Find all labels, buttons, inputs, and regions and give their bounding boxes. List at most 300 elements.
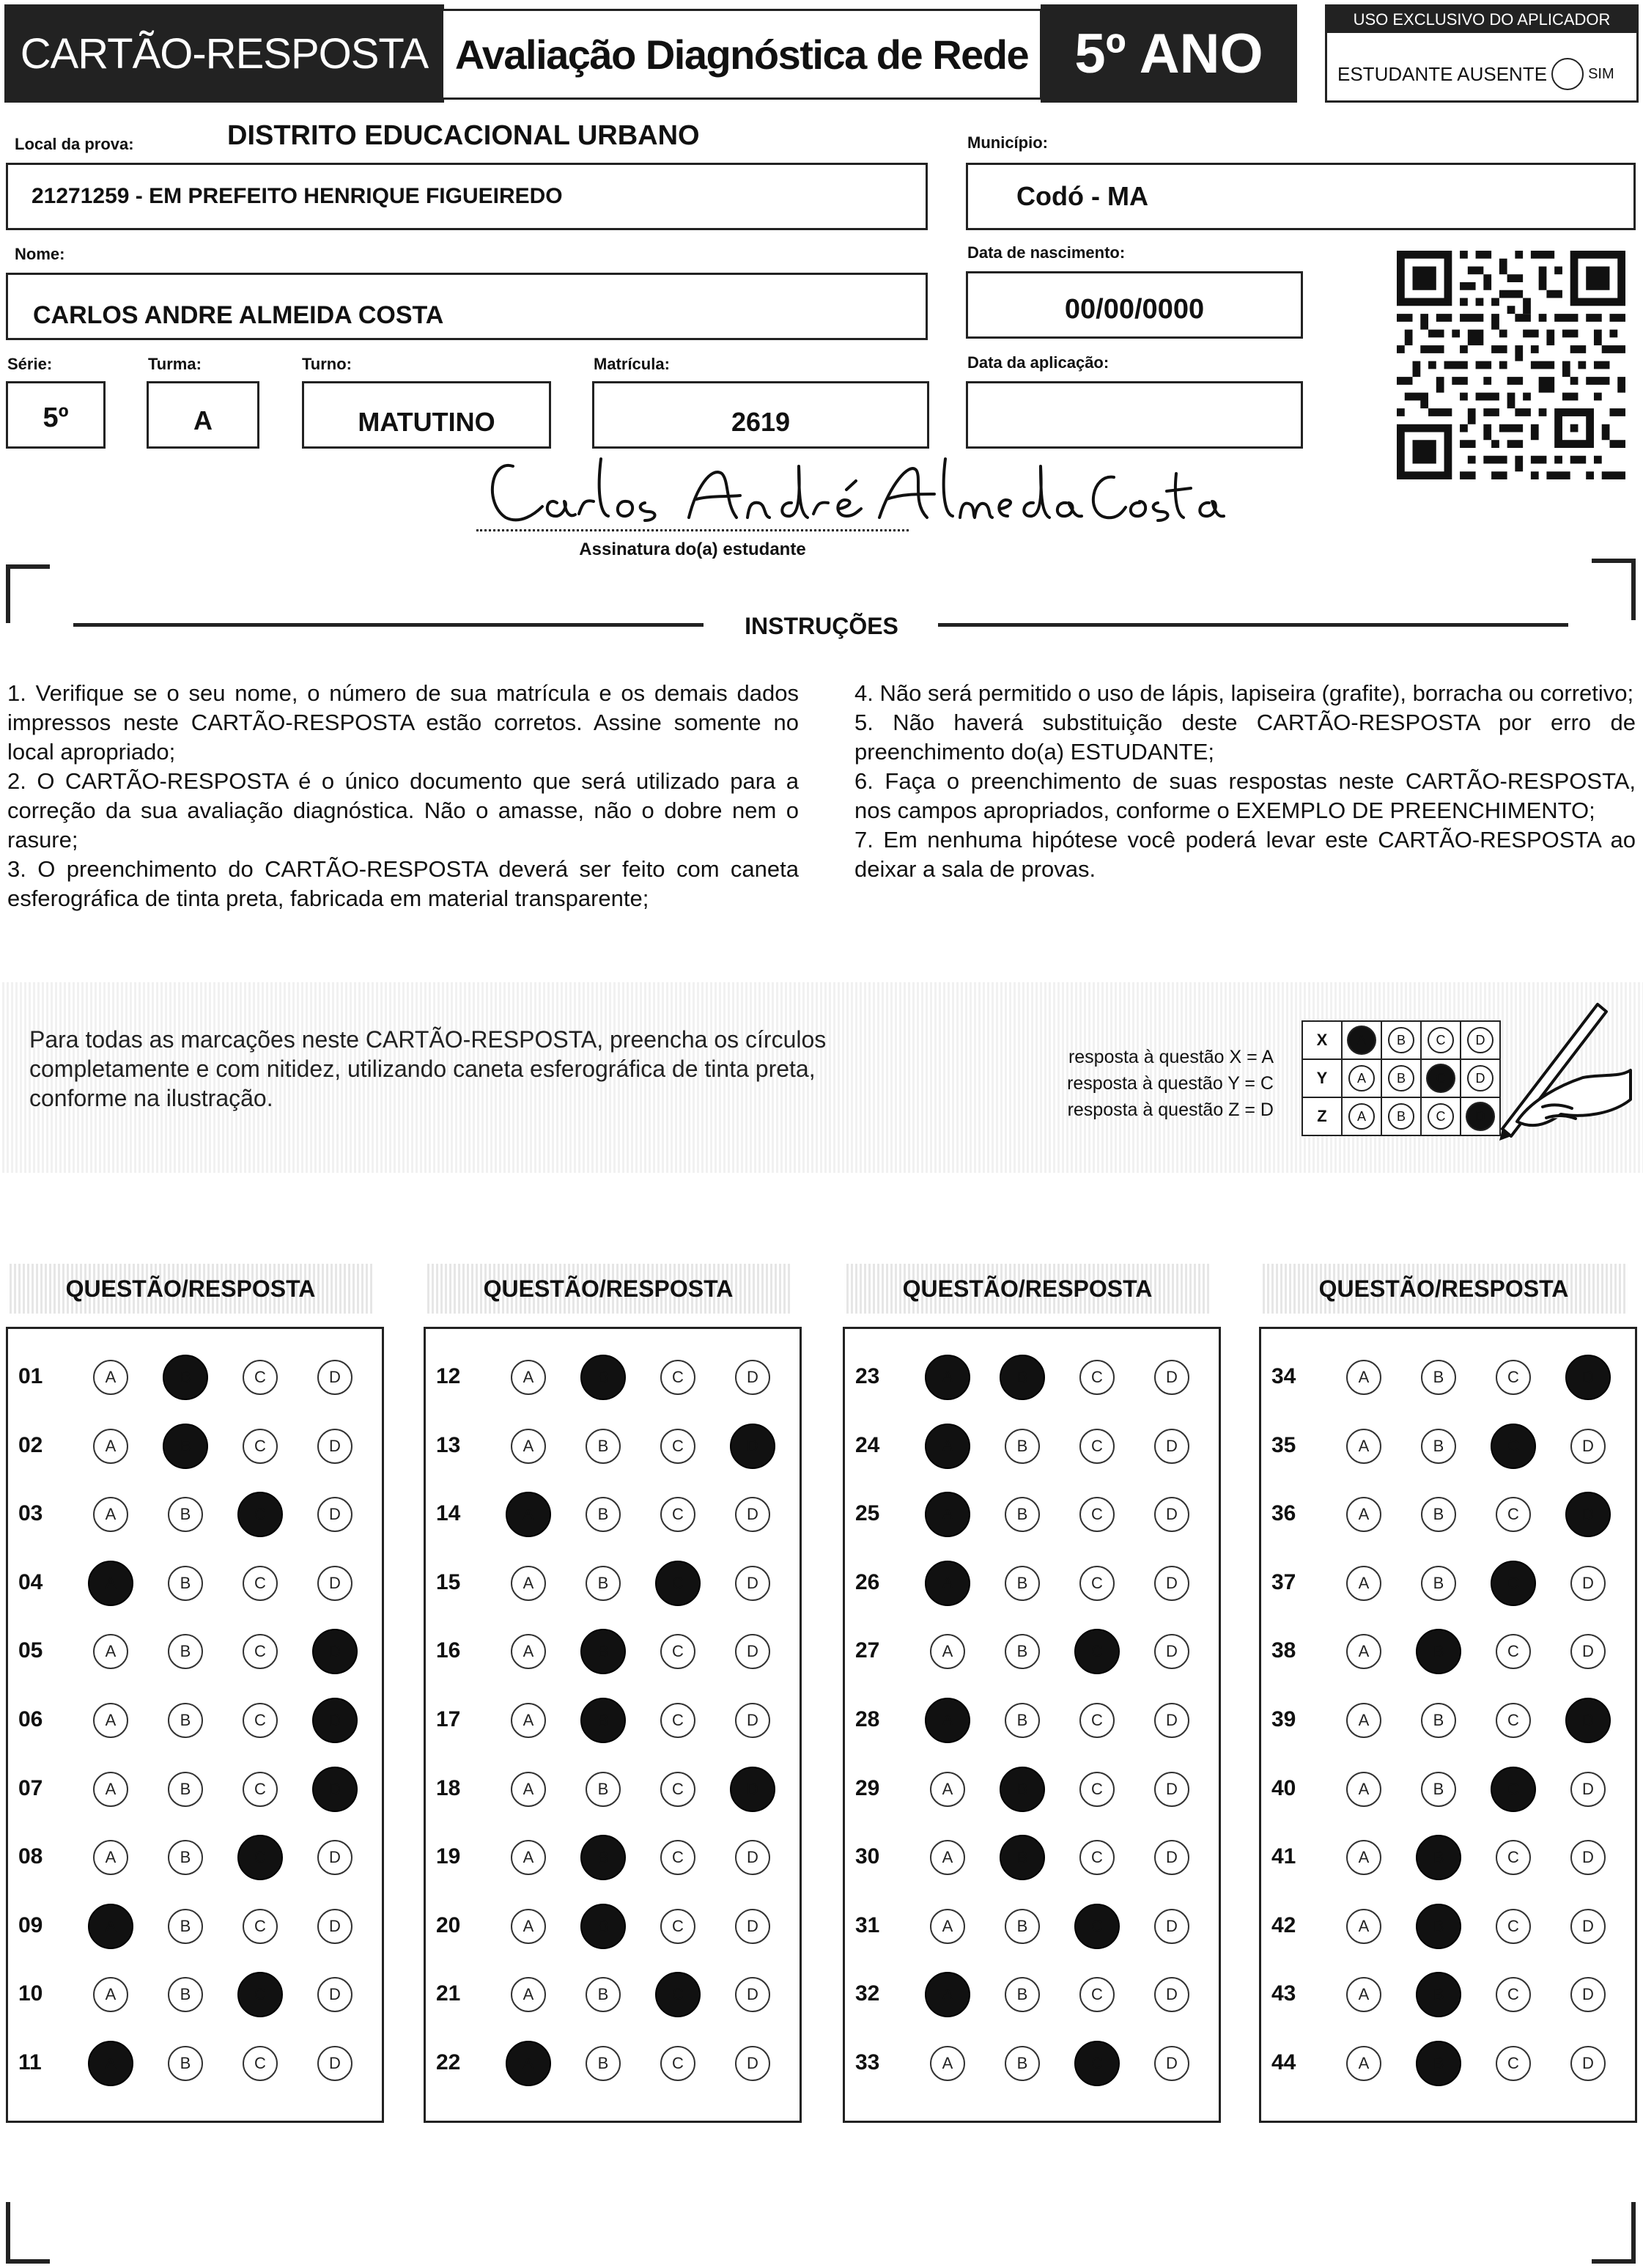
- option-bubble-c[interactable]: C: [1074, 2041, 1120, 2086]
- example-bubble: B: [1388, 1027, 1414, 1053]
- option-bubble-b[interactable]: B: [168, 1497, 203, 1532]
- example-option-cell: [1421, 1021, 1461, 1059]
- option-bubble-a[interactable]: A: [88, 2041, 133, 2086]
- answer-row: [845, 1698, 1219, 1742]
- option-bubble-d[interactable]: D: [735, 2046, 770, 2081]
- option-bubble-c[interactable]: C: [243, 2046, 278, 2081]
- option-bubble-a[interactable]: A: [93, 1840, 128, 1875]
- option-bubble-a[interactable]: A: [930, 1909, 965, 1944]
- option-bubble-d[interactable]: D: [317, 1497, 352, 1532]
- question-number: 15: [436, 1569, 461, 1594]
- matricula-label: Matrícula:: [594, 355, 670, 373]
- option-bubble-c[interactable]: C: [660, 1909, 695, 1944]
- option-bubble-b[interactable]: B: [1416, 1972, 1461, 2017]
- option-bubble-a[interactable]: A: [1346, 1634, 1381, 1669]
- answer-column: [843, 1327, 1221, 2123]
- option-bubble-c[interactable]: C: [655, 1561, 701, 1606]
- option-bubble-c[interactable]: C: [1074, 1904, 1120, 1949]
- answer-column: [6, 1327, 384, 2123]
- option-bubble-b[interactable]: B: [1416, 2041, 1461, 2086]
- answer-row: [426, 1836, 800, 1879]
- option-bubble-a[interactable]: A: [88, 1904, 133, 1949]
- option-bubble-d[interactable]: D: [735, 1977, 770, 2012]
- question-number: 07: [18, 1775, 43, 1800]
- option-bubble-b[interactable]: B: [1421, 1566, 1456, 1601]
- option-bubble-c[interactable]: C: [1079, 1977, 1115, 2012]
- option-bubble-d[interactable]: D: [1154, 1772, 1189, 1807]
- option-bubble-b[interactable]: B: [1005, 1977, 1040, 2012]
- nascimento-label: Data de nascimento:: [967, 243, 1126, 262]
- option-bubble-c[interactable]: C: [1496, 1909, 1531, 1944]
- option-bubble-a[interactable]: A: [1346, 1772, 1381, 1807]
- option-bubble-c[interactable]: C: [243, 1772, 278, 1807]
- option-bubble-c[interactable]: C: [660, 1840, 695, 1875]
- option-bubble-b[interactable]: B: [1005, 1429, 1040, 1464]
- option-bubble-b[interactable]: B: [1005, 1634, 1040, 1669]
- option-bubble-c[interactable]: C: [660, 1634, 695, 1669]
- answer-row: [8, 1492, 382, 1536]
- option-bubble-d[interactable]: D: [317, 1977, 352, 2012]
- example-bubble: A: [1348, 1065, 1375, 1091]
- option-bubble-c[interactable]: C: [660, 2046, 695, 2081]
- option-bubble-c[interactable]: C: [1491, 1424, 1536, 1469]
- option-bubble-d[interactable]: D: [735, 1634, 770, 1669]
- option-bubble-a[interactable]: A: [511, 1977, 546, 2012]
- nome-value: CARLOS ANDRE ALMEIDA COSTA: [33, 301, 444, 329]
- sim-label: SIM: [1588, 65, 1614, 82]
- option-bubble-c[interactable]: C: [243, 1429, 278, 1464]
- card-title: CARTÃO-RESPOSTA: [4, 4, 444, 103]
- option-bubble-a[interactable]: A: [1346, 1703, 1381, 1738]
- option-bubble-d[interactable]: D: [1154, 1497, 1189, 1532]
- option-bubble-d[interactable]: D: [312, 1698, 358, 1743]
- qr-code-image: [1397, 251, 1625, 479]
- option-bubble-a[interactable]: A: [1346, 1977, 1381, 2012]
- option-bubble-b[interactable]: B: [168, 2046, 203, 2081]
- example-row: [1302, 1097, 1500, 1135]
- option-bubble-b[interactable]: B: [1005, 1566, 1040, 1601]
- option-bubble-c[interactable]: C: [660, 1772, 695, 1807]
- nascimento-field: [966, 271, 1303, 339]
- example-option-cell: [1342, 1097, 1381, 1135]
- option-bubble-b[interactable]: B: [168, 1977, 203, 2012]
- answer-row: [845, 1355, 1219, 1399]
- option-bubble-b[interactable]: B: [580, 1904, 626, 1949]
- instruction-item: 4. Não será permitido o uso de lápis, lapiseira (grafite), borracha ou corretivo;: [854, 680, 1634, 706]
- option-bubble-a[interactable]: A: [925, 1492, 970, 1537]
- option-bubble-d[interactable]: D: [1570, 1566, 1606, 1601]
- option-bubble-d[interactable]: D: [317, 1566, 352, 1601]
- option-bubble-a[interactable]: A: [925, 1561, 970, 1606]
- option-bubble-b[interactable]: B: [1005, 1909, 1040, 1944]
- nascimento-value: 00/00/0000: [1064, 294, 1205, 325]
- option-bubble-c[interactable]: C: [1079, 1772, 1115, 1807]
- example-bubble: D: [1466, 1102, 1495, 1131]
- column-title: QUESTÃO/RESPOSTA: [7, 1264, 374, 1314]
- turma-label: Turma:: [148, 355, 202, 373]
- option-bubble-c[interactable]: C: [1496, 1840, 1531, 1875]
- answer-row: [1261, 1424, 1635, 1468]
- option-bubble-d[interactable]: D: [730, 1424, 775, 1469]
- instruction-item: 5. Não haverá substituição deste CARTÃO-RESPOSTA por erro de preenchimento do(a) ESTUDANTE;: [854, 710, 1636, 765]
- option-bubble-b[interactable]: B: [1005, 1703, 1040, 1738]
- option-bubble-a[interactable]: A: [925, 1972, 970, 2017]
- option-bubble-b[interactable]: B: [586, 1566, 621, 1601]
- example-bubble: B: [1388, 1103, 1414, 1130]
- option-bubble-d[interactable]: D: [1154, 1429, 1189, 1464]
- option-bubble-b[interactable]: B: [1421, 1703, 1456, 1738]
- option-bubble-a[interactable]: A: [93, 1360, 128, 1395]
- option-bubble-d[interactable]: D: [1154, 1566, 1189, 1601]
- question-number: 04: [18, 1569, 43, 1594]
- turno-field: [302, 381, 551, 449]
- option-bubble-c[interactable]: C: [1496, 1634, 1531, 1669]
- instructions-left: [7, 679, 799, 913]
- option-bubble-c[interactable]: C: [1496, 1977, 1531, 2012]
- question-number: 11: [18, 2050, 42, 2074]
- option-bubble-b[interactable]: B: [586, 1497, 621, 1532]
- serie-label: Série:: [7, 355, 53, 373]
- question-number: 09: [18, 1912, 43, 1937]
- question-number: 13: [436, 1432, 461, 1457]
- option-bubble-d[interactable]: D: [1154, 1977, 1189, 2012]
- option-bubble-b[interactable]: B: [1416, 1629, 1461, 1674]
- option-bubble-b[interactable]: B: [163, 1355, 208, 1400]
- answer-row: [1261, 1767, 1635, 1811]
- option-bubble-a[interactable]: A: [930, 1772, 965, 1807]
- corner-mark: [6, 2202, 50, 2264]
- option-bubble-c[interactable]: C: [243, 1360, 278, 1395]
- example-option-cell: [1421, 1059, 1461, 1097]
- option-bubble-d[interactable]: D: [1570, 2046, 1606, 2081]
- aplicacao-field: [966, 381, 1303, 449]
- option-bubble-d[interactable]: D: [735, 1360, 770, 1395]
- example-question-label: Y: [1302, 1059, 1342, 1097]
- local-label: Local da prova:: [15, 135, 134, 153]
- option-bubble-b[interactable]: B: [1421, 1360, 1456, 1395]
- aplicador-box: [1325, 4, 1639, 103]
- option-bubble-a[interactable]: A: [511, 1772, 546, 1807]
- option-bubble-a[interactable]: A: [511, 1634, 546, 1669]
- question-number: 30: [855, 1844, 880, 1869]
- answer-row: [845, 1767, 1219, 1811]
- option-bubble-b[interactable]: B: [586, 2046, 621, 2081]
- example-row: [1302, 1059, 1500, 1097]
- option-bubble-a[interactable]: A: [511, 1703, 546, 1738]
- option-bubble-a[interactable]: A: [1346, 1429, 1381, 1464]
- answer-row: [1261, 1904, 1635, 1948]
- option-bubble-d[interactable]: D: [317, 1429, 352, 1464]
- option-bubble-d[interactable]: D: [1570, 1840, 1606, 1875]
- option-bubble-b[interactable]: B: [1000, 1767, 1045, 1812]
- question-number: 23: [855, 1364, 880, 1388]
- option-bubble-a[interactable]: A: [506, 2041, 551, 2086]
- answer-row: [426, 1492, 800, 1536]
- answer-row: [845, 1836, 1219, 1879]
- answer-row: [426, 1561, 800, 1605]
- serie-value: 5º: [43, 402, 69, 433]
- answer-row: [845, 1973, 1219, 2017]
- answer-row: [426, 1973, 800, 2017]
- answer-row: [426, 2041, 800, 2085]
- answer-row: [845, 2041, 1219, 2085]
- question-number: 22: [436, 2050, 461, 2074]
- answer-row: [1261, 1561, 1635, 1605]
- option-bubble-a[interactable]: A: [925, 1424, 970, 1469]
- question-number: 25: [855, 1501, 880, 1526]
- option-bubble-d[interactable]: D: [317, 1840, 352, 1875]
- option-bubble-a[interactable]: A: [88, 1561, 133, 1606]
- option-bubble-d[interactable]: D: [317, 2046, 352, 2081]
- legend-line: resposta à questão Y = C: [1067, 1073, 1274, 1094]
- signature-line: [476, 529, 909, 531]
- example-question-label: X: [1302, 1021, 1342, 1059]
- instruction-item: 1. Verifique se o seu nome, o número de sua matrícula e os demais dados impressos neste CARTÃO-RESPOSTA estão corretos. Assine somente no local apropriado;: [7, 680, 799, 765]
- option-bubble-c[interactable]: C: [655, 1972, 701, 2017]
- question-number: 35: [1271, 1432, 1296, 1457]
- option-bubble-a[interactable]: A: [93, 1429, 128, 1464]
- option-bubble-a[interactable]: A: [1346, 1840, 1381, 1875]
- student-signature: [469, 444, 1246, 540]
- signature-caption: Assinatura do(a) estudante: [579, 540, 806, 559]
- answer-row: [1261, 1973, 1635, 2017]
- option-bubble-c[interactable]: C: [1079, 1703, 1115, 1738]
- answer-row: [426, 1424, 800, 1468]
- example-grid: [1302, 1020, 1501, 1136]
- answer-row: [1261, 1630, 1635, 1674]
- example-bubble: D: [1467, 1027, 1494, 1053]
- answer-row: [8, 1630, 382, 1674]
- option-bubble-a[interactable]: A: [1346, 2046, 1381, 2081]
- example-option-cell: [1342, 1021, 1381, 1059]
- option-bubble-c[interactable]: C: [660, 1360, 695, 1395]
- option-bubble-b[interactable]: B: [1000, 1355, 1045, 1400]
- option-bubble-c[interactable]: C: [1496, 1360, 1531, 1395]
- option-bubble-c[interactable]: C: [237, 1972, 283, 2017]
- option-bubble-b[interactable]: B: [580, 1835, 626, 1880]
- option-bubble-d[interactable]: D: [735, 1497, 770, 1532]
- option-bubble-a[interactable]: A: [930, 1634, 965, 1669]
- pen-hand-illustration: [1473, 997, 1634, 1158]
- question-number: 10: [18, 1981, 43, 2006]
- question-number: 28: [855, 1707, 880, 1731]
- option-bubble-b[interactable]: B: [1421, 1497, 1456, 1532]
- option-bubble-d[interactable]: D: [730, 1767, 775, 1812]
- option-bubble-c[interactable]: C: [1496, 2046, 1531, 2081]
- option-bubble-c[interactable]: C: [660, 1703, 695, 1738]
- option-bubble-b[interactable]: B: [1416, 1835, 1461, 1880]
- instruction-item: 7. Em nenhuma hipótese você poderá levar este CARTÃO-RESPOSTA ao deixar a sala de provas.: [854, 827, 1636, 882]
- option-bubble-a[interactable]: A: [930, 1840, 965, 1875]
- option-bubble-a[interactable]: A: [506, 1492, 551, 1537]
- exam-subtitle: Avaliação Diagnóstica de Rede: [441, 9, 1042, 100]
- column-title: QUESTÃO/RESPOSTA: [425, 1264, 791, 1314]
- option-bubble-b[interactable]: B: [580, 1355, 626, 1400]
- option-bubble-c[interactable]: C: [243, 1634, 278, 1669]
- option-bubble-b[interactable]: B: [1005, 1497, 1040, 1532]
- option-bubble-b[interactable]: B: [1421, 1772, 1456, 1807]
- option-bubble-b[interactable]: B: [1000, 1835, 1045, 1880]
- option-bubble-d[interactable]: D: [1154, 1840, 1189, 1875]
- municipio-field: [966, 163, 1636, 230]
- option-bubble-b[interactable]: B: [580, 1698, 626, 1743]
- option-bubble-b[interactable]: B: [1005, 2046, 1040, 2081]
- option-bubble-d[interactable]: D: [735, 1909, 770, 1944]
- option-bubble-d[interactable]: D: [1154, 1360, 1189, 1395]
- example-option-cell: [1381, 1021, 1421, 1059]
- grade-banner: 5º ANO: [1041, 4, 1297, 103]
- option-bubble-b[interactable]: B: [1421, 1429, 1456, 1464]
- option-bubble-d[interactable]: D: [1570, 1977, 1606, 2012]
- question-number: 20: [436, 1912, 461, 1937]
- option-bubble-a[interactable]: A: [511, 1566, 546, 1601]
- option-bubble-a[interactable]: A: [511, 1840, 546, 1875]
- matricula-value: 2619: [731, 407, 791, 437]
- question-number: 40: [1271, 1775, 1296, 1800]
- local-value: DISTRITO EDUCACIONAL URBANO: [227, 120, 700, 151]
- answer-column: [1259, 1327, 1637, 2123]
- answer-row: [426, 1355, 800, 1399]
- option-bubble-b[interactable]: B: [586, 1429, 621, 1464]
- option-bubble-d[interactable]: D: [317, 1909, 352, 1944]
- option-bubble-a[interactable]: A: [93, 1977, 128, 2012]
- escola-value: 21271259 - EM PREFEITO HENRIQUE FIGUEIREDO: [32, 184, 563, 208]
- answer-row: [1261, 2041, 1635, 2085]
- example-bubble: D: [1467, 1065, 1494, 1091]
- legend-line: resposta à questão X = A: [1068, 1047, 1274, 1067]
- option-bubble-d[interactable]: D: [735, 1840, 770, 1875]
- option-bubble-c[interactable]: C: [237, 1835, 283, 1880]
- question-number: 33: [855, 2050, 880, 2074]
- option-bubble-a[interactable]: A: [1346, 1360, 1381, 1395]
- option-bubble-d[interactable]: D: [1154, 1909, 1189, 1944]
- question-number: 16: [436, 1638, 461, 1663]
- option-bubble-a[interactable]: A: [925, 1698, 970, 1743]
- option-bubble-c[interactable]: C: [1496, 1497, 1531, 1532]
- option-bubble-d[interactable]: D: [1565, 1698, 1611, 1743]
- question-number: 03: [18, 1501, 43, 1526]
- option-bubble-d[interactable]: D: [1154, 1634, 1189, 1669]
- absent-label: ESTUDANTE AUSENTE: [1337, 62, 1548, 85]
- option-bubble-c[interactable]: C: [1074, 1629, 1120, 1674]
- option-bubble-d[interactable]: D: [1154, 1703, 1189, 1738]
- option-bubble-c[interactable]: C: [243, 1909, 278, 1944]
- option-bubble-b[interactable]: B: [586, 1772, 621, 1807]
- answer-row: [1261, 1698, 1635, 1742]
- answer-row: [8, 1698, 382, 1742]
- option-bubble-b[interactable]: B: [586, 1977, 621, 2012]
- option-bubble-a[interactable]: A: [93, 1703, 128, 1738]
- question-number: 19: [436, 1844, 461, 1869]
- option-bubble-d[interactable]: D: [735, 1703, 770, 1738]
- answer-row: [8, 2041, 382, 2085]
- option-bubble-a[interactable]: A: [93, 1497, 128, 1532]
- option-bubble-a[interactable]: A: [93, 1634, 128, 1669]
- option-bubble-c[interactable]: C: [1079, 1566, 1115, 1601]
- option-bubble-d[interactable]: D: [1154, 2046, 1189, 2081]
- answer-row: [426, 1698, 800, 1742]
- question-number: 34: [1271, 1364, 1296, 1388]
- answer-row: [845, 1561, 1219, 1605]
- option-bubble-d[interactable]: D: [1565, 1492, 1611, 1537]
- option-bubble-d[interactable]: D: [1570, 1772, 1606, 1807]
- option-bubble-b[interactable]: B: [168, 1772, 203, 1807]
- answer-row: [8, 1973, 382, 2017]
- question-number: 14: [436, 1501, 461, 1526]
- option-bubble-c[interactable]: C: [660, 1497, 695, 1532]
- option-bubble-b[interactable]: B: [580, 1629, 626, 1674]
- option-bubble-c[interactable]: C: [1079, 1497, 1115, 1532]
- option-bubble-c[interactable]: C: [237, 1492, 283, 1537]
- option-bubble-b[interactable]: B: [168, 1909, 203, 1944]
- option-bubble-b[interactable]: B: [163, 1424, 208, 1469]
- example-bubble: C: [1426, 1064, 1455, 1093]
- option-bubble-c[interactable]: C: [1491, 1561, 1536, 1606]
- option-bubble-a[interactable]: A: [930, 2046, 965, 2081]
- option-bubble-b[interactable]: B: [168, 1840, 203, 1875]
- answer-row: [1261, 1355, 1635, 1399]
- option-bubble-c[interactable]: C: [660, 1429, 695, 1464]
- option-bubble-a[interactable]: A: [511, 1909, 546, 1944]
- option-bubble-b[interactable]: B: [168, 1566, 203, 1601]
- option-bubble-c[interactable]: C: [1079, 1840, 1115, 1875]
- answer-column: [424, 1327, 802, 2123]
- option-bubble-b[interactable]: B: [168, 1634, 203, 1669]
- absent-bubble[interactable]: [1551, 58, 1584, 90]
- option-bubble-d[interactable]: D: [1570, 1429, 1606, 1464]
- option-bubble-a[interactable]: A: [93, 1772, 128, 1807]
- option-bubble-a[interactable]: A: [511, 1429, 546, 1464]
- question-number: 18: [436, 1775, 461, 1800]
- option-bubble-a[interactable]: A: [925, 1355, 970, 1400]
- option-bubble-c[interactable]: C: [1079, 1360, 1115, 1395]
- option-bubble-c[interactable]: C: [243, 1566, 278, 1601]
- question-number: 06: [18, 1707, 43, 1731]
- instructions-title: INSTRUÇÕES: [745, 613, 898, 639]
- turma-value: A: [193, 405, 213, 435]
- option-bubble-d[interactable]: D: [317, 1360, 352, 1395]
- option-bubble-b[interactable]: B: [168, 1703, 203, 1738]
- option-bubble-a[interactable]: A: [1346, 1566, 1381, 1601]
- option-bubble-d[interactable]: D: [312, 1767, 358, 1812]
- question-number: 17: [436, 1707, 461, 1731]
- question-number: 43: [1271, 1981, 1296, 2006]
- column-title: QUESTÃO/RESPOSTA: [1260, 1264, 1627, 1314]
- question-number: 41: [1271, 1844, 1296, 1869]
- instructions-right: [854, 679, 1636, 884]
- serie-field: [6, 381, 106, 449]
- option-bubble-d[interactable]: D: [312, 1629, 358, 1674]
- option-bubble-d[interactable]: D: [735, 1566, 770, 1601]
- question-number: 02: [18, 1432, 43, 1457]
- option-bubble-d[interactable]: D: [1570, 1634, 1606, 1669]
- option-bubble-d[interactable]: D: [1570, 1909, 1606, 1944]
- instruction-item: 2. O CARTÃO-RESPOSTA é o único documento que será utilizado para a correção da sua avaliação diagnóstica. Não o amasse, não o dobre nem o rasure;: [7, 768, 799, 853]
- answer-row: [8, 1424, 382, 1468]
- option-bubble-d[interactable]: D: [1565, 1355, 1611, 1400]
- option-bubble-a[interactable]: A: [1346, 1497, 1381, 1532]
- option-bubble-c[interactable]: C: [1079, 1429, 1115, 1464]
- answer-row: [845, 1904, 1219, 1948]
- option-bubble-c[interactable]: C: [1491, 1767, 1536, 1812]
- question-number: 26: [855, 1569, 880, 1594]
- option-bubble-a[interactable]: A: [511, 1360, 546, 1395]
- option-bubble-c[interactable]: C: [1496, 1703, 1531, 1738]
- option-bubble-b[interactable]: B: [1416, 1904, 1461, 1949]
- example-bubble: B: [1388, 1065, 1414, 1091]
- option-bubble-a[interactable]: A: [1346, 1909, 1381, 1944]
- option-bubble-c[interactable]: C: [243, 1703, 278, 1738]
